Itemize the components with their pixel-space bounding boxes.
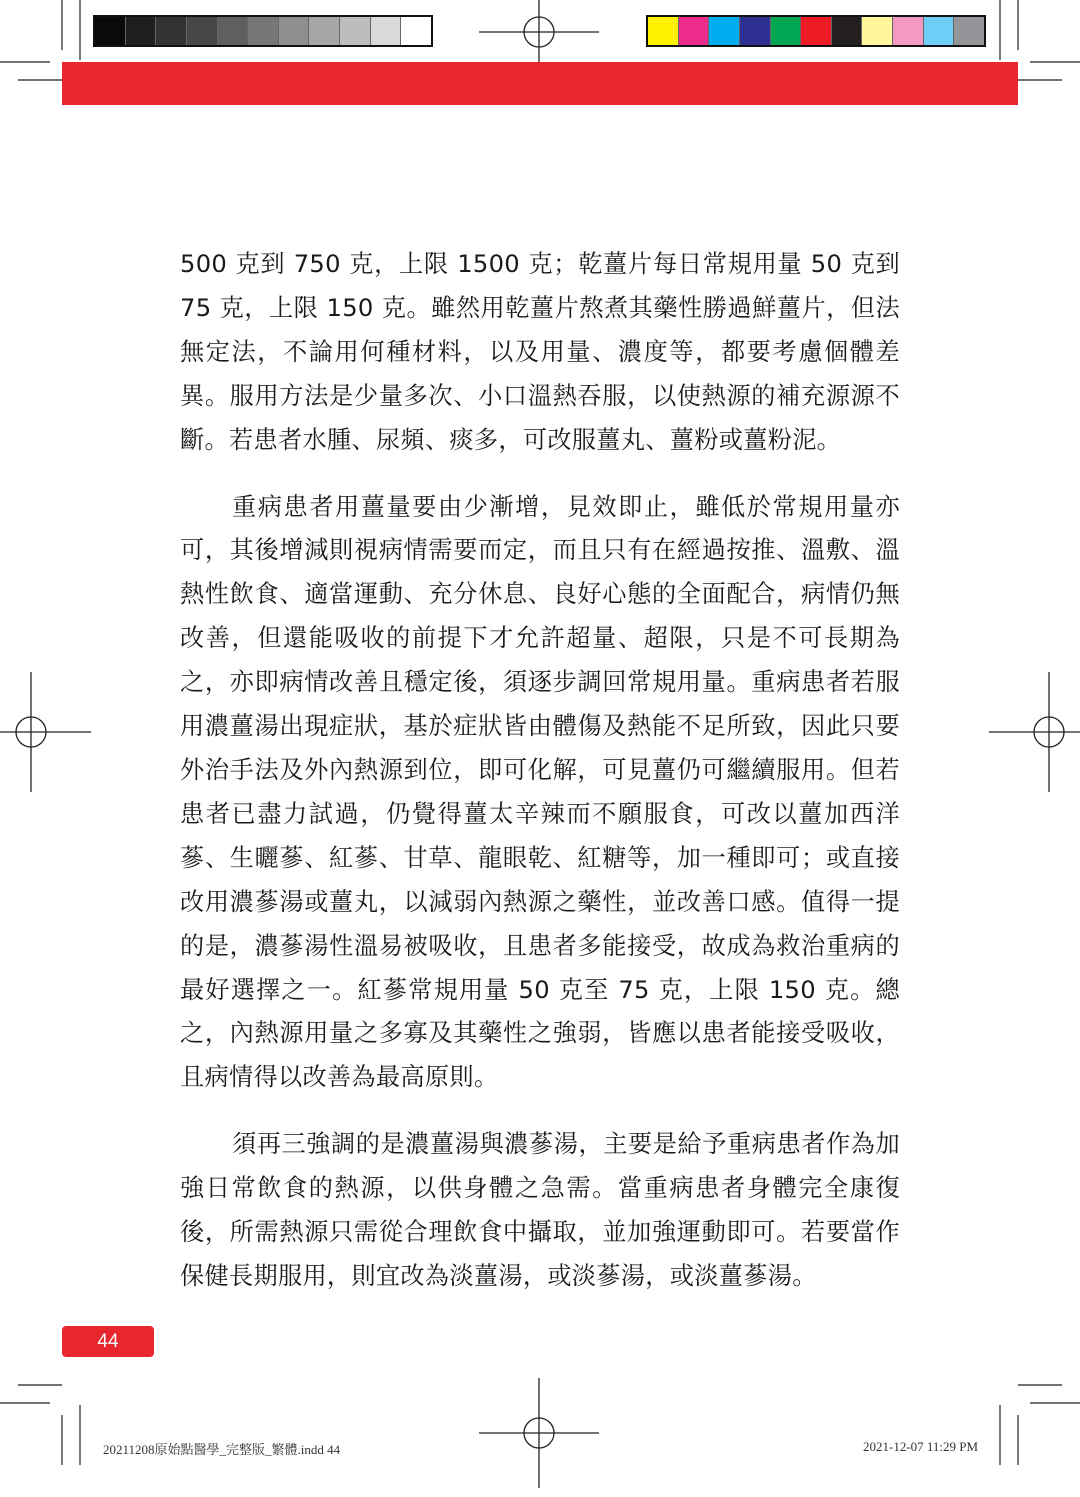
- paragraph-1: 500 克到 750 克，上限 1500 克；乾薑片每日常規用量 50 克到 75 克，上限 150 克。雖然用乾薑片熬煮其藥性勝過鮮薑片，但法無定法，不論用何種材料，以及用量、濃度等，都要考慮個體差異。服用方法是少量多次、小口溫熱吞服，以使熱源的補充源源不斷。若患者水腫、尿頻、痰多，可改服薑丸、薑粉或薑粉泥。: [180, 250, 900, 454]
- paragraph-3: 須再三強調的是濃薑湯與濃蔘湯，主要是給予重病患者作為加強日常飲食的熱源，以供身體之急需。當重病患者身體完全康復後，所需熱源只需從合理飲食中攝取，並加強運動即可。若要當作保健長期服用，則宜改為淡薑湯，或淡蔘湯，或淡薑蔘湯。: [180, 1130, 900, 1290]
- body-text: [180, 243, 900, 1322]
- slug-file-info: 20211208原始點醫學_完整版_繁體.indd 44: [103, 1442, 341, 1457]
- page-number-badge: 44: [62, 1326, 154, 1357]
- slug-date-info: 2021-12-07 11:29 PM: [863, 1439, 979, 1454]
- header-bleed-band: [62, 62, 1018, 105]
- paragraph-2: 重病患者用薑量要由少漸增，見效即止，雖低於常規用量亦可，其後增減則視病情需要而定，而且只有在經過按推、溫敷、溫熱性飲食、適當運動、充分休息、良好心態的全面配合，病情仍無改善，但還能吸收的前提下才允許超量、超限，只是不可長期為之，亦即病情改善且穩定後，須逐步調回常規用量。重病患者若服用濃薑湯出現症狀，基於症狀皆由體傷及熱能不足所致，因此只要外治手法及外內熱源到位，即可化解，可見薑仍可繼續服用。但若患者已盡力試過，仍覺得薑太辛辣而不願服食，可改以薑加西洋蔘、生曬蔘、紅蔘、甘草、龍眼乾、紅糖等，加一種即可；或直接改用濃蔘湯或薑丸，以減弱內熱源之藥性，並改善口感。值得一提的是，濃蔘湯性溫易被吸收，且患者多能接受，故成為救治重病的最好選擇之一。紅蔘常規用量 50 克至 75 克，上限 150 克。總之，內熱源用量之多寡及其藥性之強弱，皆應以患者能接受吸收，且病情得以改善為最高原則。: [180, 492, 900, 1092]
